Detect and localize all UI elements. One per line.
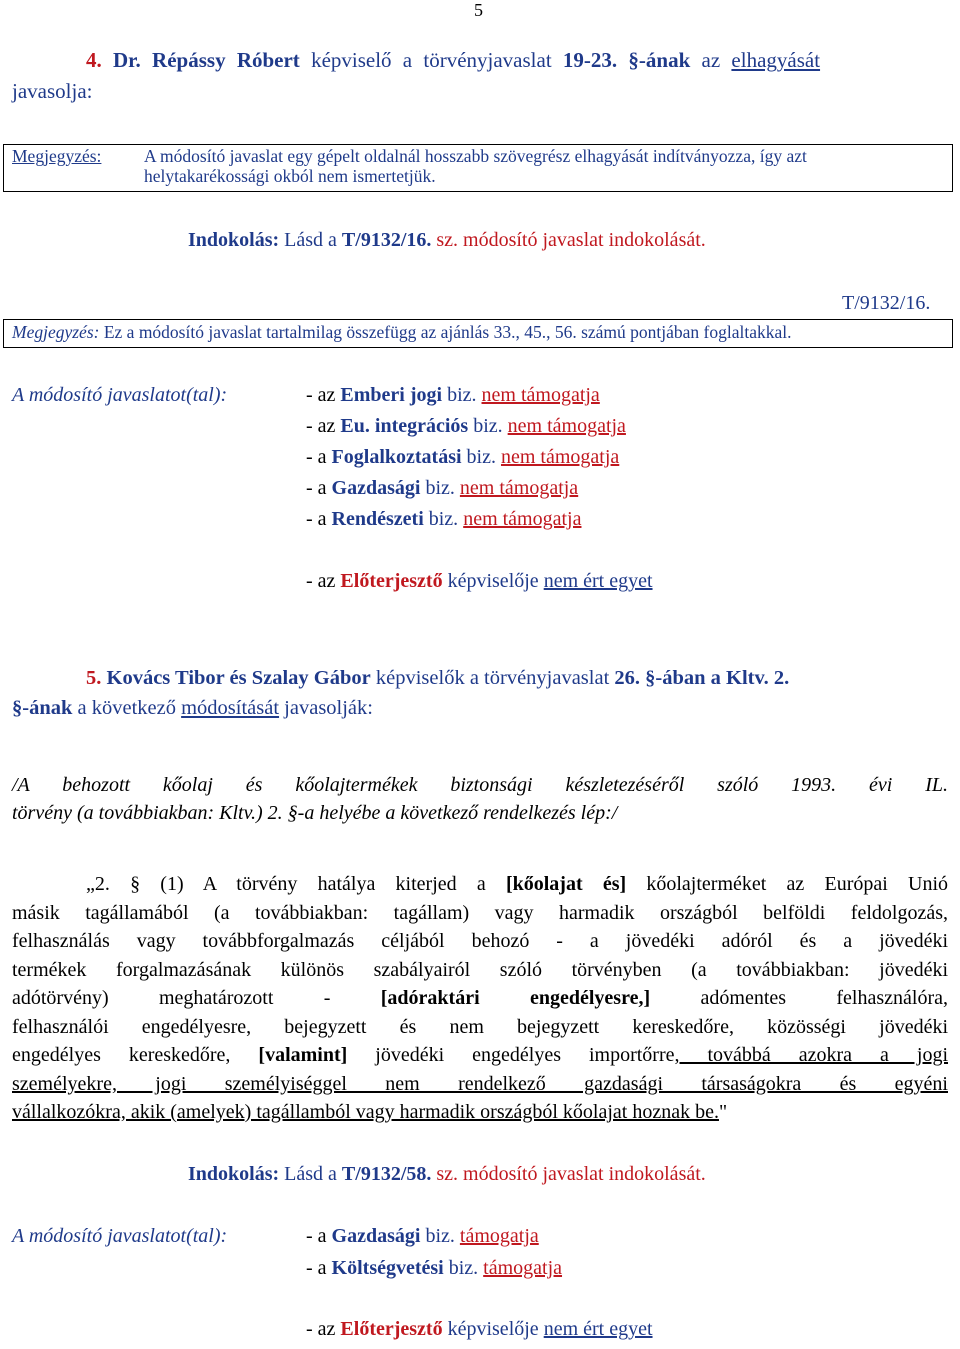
law-text: " xyxy=(718,1101,728,1123)
votes1-row-4 xyxy=(306,508,581,531)
vote-prefix: - a xyxy=(306,508,327,530)
vote-prefix: - a xyxy=(306,1257,327,1279)
item5-mid: képviselők a törvényjavaslat xyxy=(375,667,610,689)
reason1-lasd: Lásd a xyxy=(284,229,337,251)
vote-status: nem támogatja xyxy=(459,477,579,499)
law-text: jövedéki engedélyes importőrre xyxy=(375,1044,675,1066)
item4-paragraphs: 19-23. xyxy=(562,48,618,72)
law-line-8: személyekre, jogi személyiséggel nem rendelkező gazdasági társaságokra és egyéni xyxy=(12,1073,948,1095)
law-deleted-text: [kőolajat és] xyxy=(505,873,627,895)
law-line-6: felhasználói engedélyesre, bejegyzett és nem bejegyzett kereskedőre, közösségi jövedéki xyxy=(12,1016,948,1038)
committee-name: Emberi jogi xyxy=(340,384,443,406)
vote-status: nem támogatja xyxy=(500,446,620,468)
proposer-status: nem ért egyet xyxy=(543,570,653,592)
law-text: engedélyes kereskedőre, xyxy=(12,1044,231,1066)
committee-biz: biz. xyxy=(425,1225,455,1247)
item4-mid: képviselő a törvényjavaslat xyxy=(311,48,552,72)
law-line-5 xyxy=(12,987,948,1010)
committee-name: Eu. integrációs xyxy=(340,415,469,437)
reason2-lasd: Lásd a xyxy=(284,1163,337,1185)
vote-status: nem támogatja xyxy=(481,384,600,406)
committee-biz: biz. xyxy=(447,384,477,406)
proposer-mid: képviselője xyxy=(447,1318,539,1340)
vote-status: nem támogatja xyxy=(463,508,582,530)
vote-prefix: - a xyxy=(306,446,327,468)
item5-javasoljak: javasolják: xyxy=(284,697,373,719)
item4-javasolja: javasolja: xyxy=(12,79,93,103)
law-text: adótörvény) meghatározott - xyxy=(12,987,331,1009)
votes1-row-0 xyxy=(306,384,600,407)
committee-name: Gazdasági xyxy=(331,1225,421,1247)
law-deleted-text: [adóraktári engedélyesre,] xyxy=(380,987,651,1009)
committee-name: Költségvetési xyxy=(331,1257,444,1279)
committee-biz: biz. xyxy=(428,508,459,530)
votes1-label: A módosító javaslatot(tal): xyxy=(12,384,228,406)
law-deleted-text: [valamint] xyxy=(258,1044,348,1066)
vote-prefix: - az xyxy=(306,570,336,592)
votes1-proposer xyxy=(306,570,653,593)
page-number: 5 xyxy=(474,0,483,20)
note2-label: Megjegyzés: xyxy=(12,322,100,342)
note1-line1: A módosító javaslat egy gépelt oldalnál hosszabb szövegrész elhagyását indítványozza, így azt xyxy=(144,146,807,166)
law-text: adómentes felhasználóra, xyxy=(700,987,949,1009)
reason2 xyxy=(188,1163,706,1186)
item4-az: az xyxy=(701,48,721,72)
vote-prefix: - a xyxy=(306,477,327,499)
law-line-1 xyxy=(86,873,948,896)
votes2-row-1 xyxy=(306,1257,562,1280)
law-line-3: felhasználás vagy továbbforgalmazás céljából behozó - a jövedéki adóról és a jövedéki xyxy=(12,930,948,952)
committee-name: Rendészeti xyxy=(331,508,424,530)
votes2-proposer xyxy=(306,1318,653,1341)
vote-prefix: - az xyxy=(306,415,336,437)
votes1-row-2 xyxy=(306,446,619,469)
reason2-rest: sz. módosító javaslat indokolását. xyxy=(436,1163,706,1185)
vote-status: nem támogatja xyxy=(507,415,626,437)
document-reference: T/9132/16. xyxy=(842,292,931,314)
item5-number: 5. xyxy=(86,667,102,689)
vote-status: támogatja xyxy=(483,1257,563,1279)
reason2-label: Indokolás: xyxy=(188,1163,280,1185)
law-inserted-text: vállalkozókra, akik (amelyek) tagállamból vagy harmadik országból kőolajat hoznak be. xyxy=(12,1101,719,1123)
reason2-ref: T/9132/58. xyxy=(341,1163,432,1185)
reason1 xyxy=(188,229,706,252)
votes1-row-3 xyxy=(306,477,578,500)
committee-biz: biz. xyxy=(473,415,503,437)
note1-line2: helytakarékossági okból nem ismertetjük. xyxy=(144,166,436,186)
proposer-name: Előterjesztő xyxy=(340,1318,443,1340)
item5-section: §-ának xyxy=(12,697,73,719)
law-line-4: termékek forgalmazásának különös szabályairól szóló törvényben (a továbbiakban: jövedéki xyxy=(12,959,948,981)
item4-author: Dr. Répássy Róbert xyxy=(113,48,300,72)
votes1-row-1 xyxy=(306,415,626,438)
item4-heading xyxy=(86,48,820,73)
item4-elhagyasat: elhagyását xyxy=(731,48,821,72)
item5-modositasat: módosítását xyxy=(181,697,280,719)
committee-biz: biz. xyxy=(425,477,455,499)
proposer-status: nem ért egyet xyxy=(543,1318,653,1340)
committee-biz: biz. xyxy=(466,446,496,468)
italic-note-line1: /A behozott kőolaj és kőolajtermékek biztonsági készletezéséről szóló 1993. évi IL. xyxy=(12,774,948,796)
item4-number: 4. xyxy=(86,48,102,72)
law-line-2: másik tagállamából (a továbbiakban: tagállam) vagy harmadik országból belföldi feldolgozás, xyxy=(12,902,948,924)
reason1-ref: T/9132/16. xyxy=(341,229,432,251)
law-text: „2. § (1) A törvény hatálya kiterjed a xyxy=(86,873,486,895)
committee-biz: biz. xyxy=(448,1257,479,1279)
note2-text: Ez a módosító javaslat tartalmilag összefügg az ajánlás 33., 45., 56. számú pontjában foglaltakkal. xyxy=(103,322,792,342)
proposer-mid: képviselője xyxy=(447,570,539,592)
item4-section: §-ának xyxy=(628,48,691,72)
law-line-9 xyxy=(12,1101,727,1124)
note2 xyxy=(12,322,792,343)
item5-heading-line2 xyxy=(12,697,373,720)
note1-label: Megjegyzés: xyxy=(12,146,102,166)
item5-ref: 26. §-ában a Kltv. 2. xyxy=(614,667,790,689)
vote-prefix: - a xyxy=(306,1225,327,1247)
item5-authors: Kovács Tibor és Szalay Gábor xyxy=(106,667,371,689)
committee-name: Gazdasági xyxy=(331,477,421,499)
committee-name: Foglalkoztatási xyxy=(331,446,462,468)
item5-heading xyxy=(86,667,789,690)
italic-note-line2: törvény (a továbbiakban: Kltv.) 2. §-a helyébe a következő rendelkezés lép:/ xyxy=(12,802,618,824)
law-inserted-text: , továbbá azokra a jogi xyxy=(674,1044,949,1066)
law-line-7 xyxy=(12,1044,948,1067)
reason1-rest: sz. módosító javaslat indokolását. xyxy=(436,229,706,251)
vote-prefix: - az xyxy=(306,384,336,406)
law-text: kőolajterméket az Európai Unió xyxy=(646,873,949,895)
votes2-label: A módosító javaslatot(tal): xyxy=(12,1225,228,1247)
item5-next: a következő xyxy=(77,697,176,719)
vote-status: támogatja xyxy=(459,1225,539,1247)
votes2-row-0 xyxy=(306,1225,539,1248)
proposer-name: Előterjesztő xyxy=(340,570,443,592)
vote-prefix: - az xyxy=(306,1318,336,1340)
reason1-label: Indokolás: xyxy=(188,229,280,251)
